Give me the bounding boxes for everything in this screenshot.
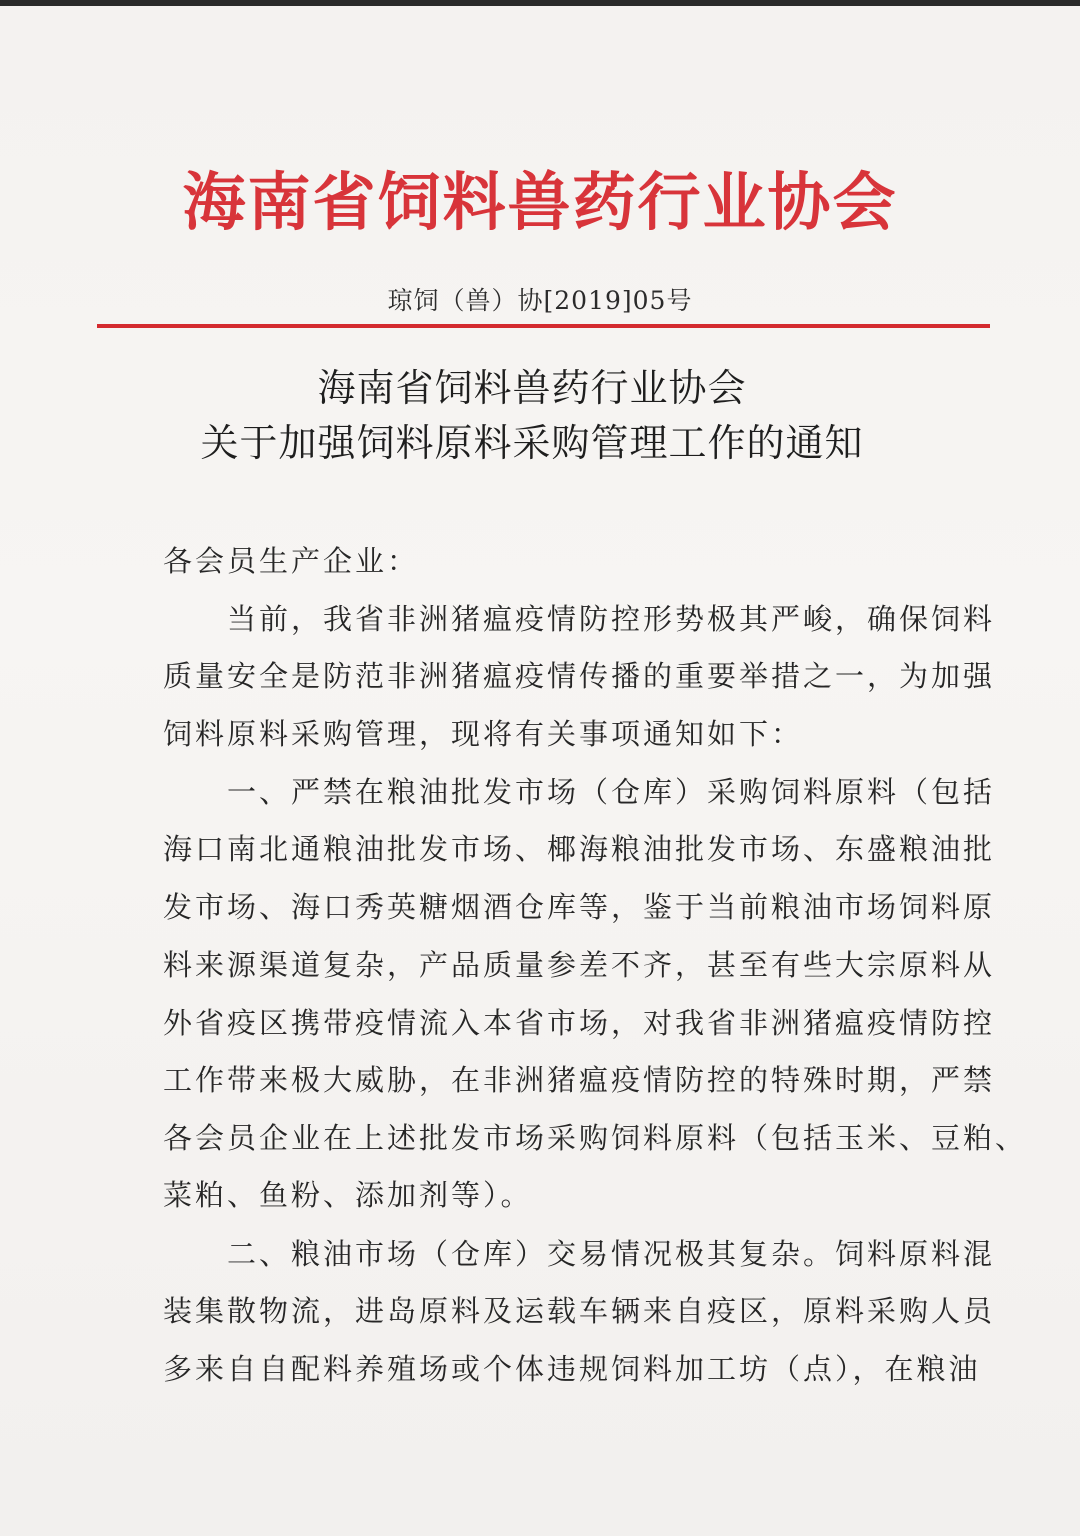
red-divider-rule bbox=[97, 324, 990, 328]
body-line: 一、严禁在粮油批发市场（仓库）采购饲料原料（包括 bbox=[163, 775, 996, 809]
body-line: 海口南北通粮油批发市场、椰海粮油批发市场、东盛粮油批 bbox=[163, 832, 996, 866]
notice-title-line2: 关于加强饲料原料采购管理工作的通知 bbox=[200, 421, 864, 465]
body-line: 质量安全是防范非洲猪瘟疫情传播的重要举措之一，为加强 bbox=[163, 659, 996, 693]
body-line: 外省疫区携带疫情流入本省市场，对我省非洲猪瘟疫情防控 bbox=[163, 1006, 996, 1040]
body-line: 工作带来极大威胁，在非洲猪瘟疫情防控的特殊时期，严禁 bbox=[163, 1063, 996, 1097]
body-line: 二、粮油市场（仓库）交易情况极其复杂。饲料原料混 bbox=[163, 1237, 996, 1271]
document-number: 琼饲（兽）协[2019]05号 bbox=[387, 286, 693, 315]
body-line: 各会员企业在上述批发市场采购饲料原料（包括玉米、豆粕、 bbox=[163, 1121, 1028, 1155]
body-line: 当前，我省非洲猪瘟疫情防控形势极其严峻，确保饲料 bbox=[163, 602, 996, 636]
body-line: 发市场、海口秀英糖烟酒仓库等，鉴于当前粮油市场饲料原 bbox=[163, 890, 996, 924]
body-line: 装集散物流，进岛原料及运载车辆来自疫区，原料采购人员 bbox=[163, 1294, 996, 1328]
body-line: 菜粕、鱼粉、添加剂等）。 bbox=[163, 1178, 533, 1212]
body-line: 多来自自配料养殖场或个体违规饲料加工坊（点），在粮油 bbox=[163, 1352, 981, 1386]
salutation: 各会员生产企业： bbox=[163, 544, 420, 578]
body-line: 料来源渠道复杂，产品质量参差不齐，甚至有些大宗原料从 bbox=[163, 948, 996, 982]
org-letterhead: 海南省饲料兽药行业协会 bbox=[182, 166, 898, 239]
notice-title-line1: 海南省饲料兽药行业协会 bbox=[317, 366, 747, 410]
body-line: 饲料原料采购管理，现将有关事项通知如下： bbox=[163, 717, 804, 751]
